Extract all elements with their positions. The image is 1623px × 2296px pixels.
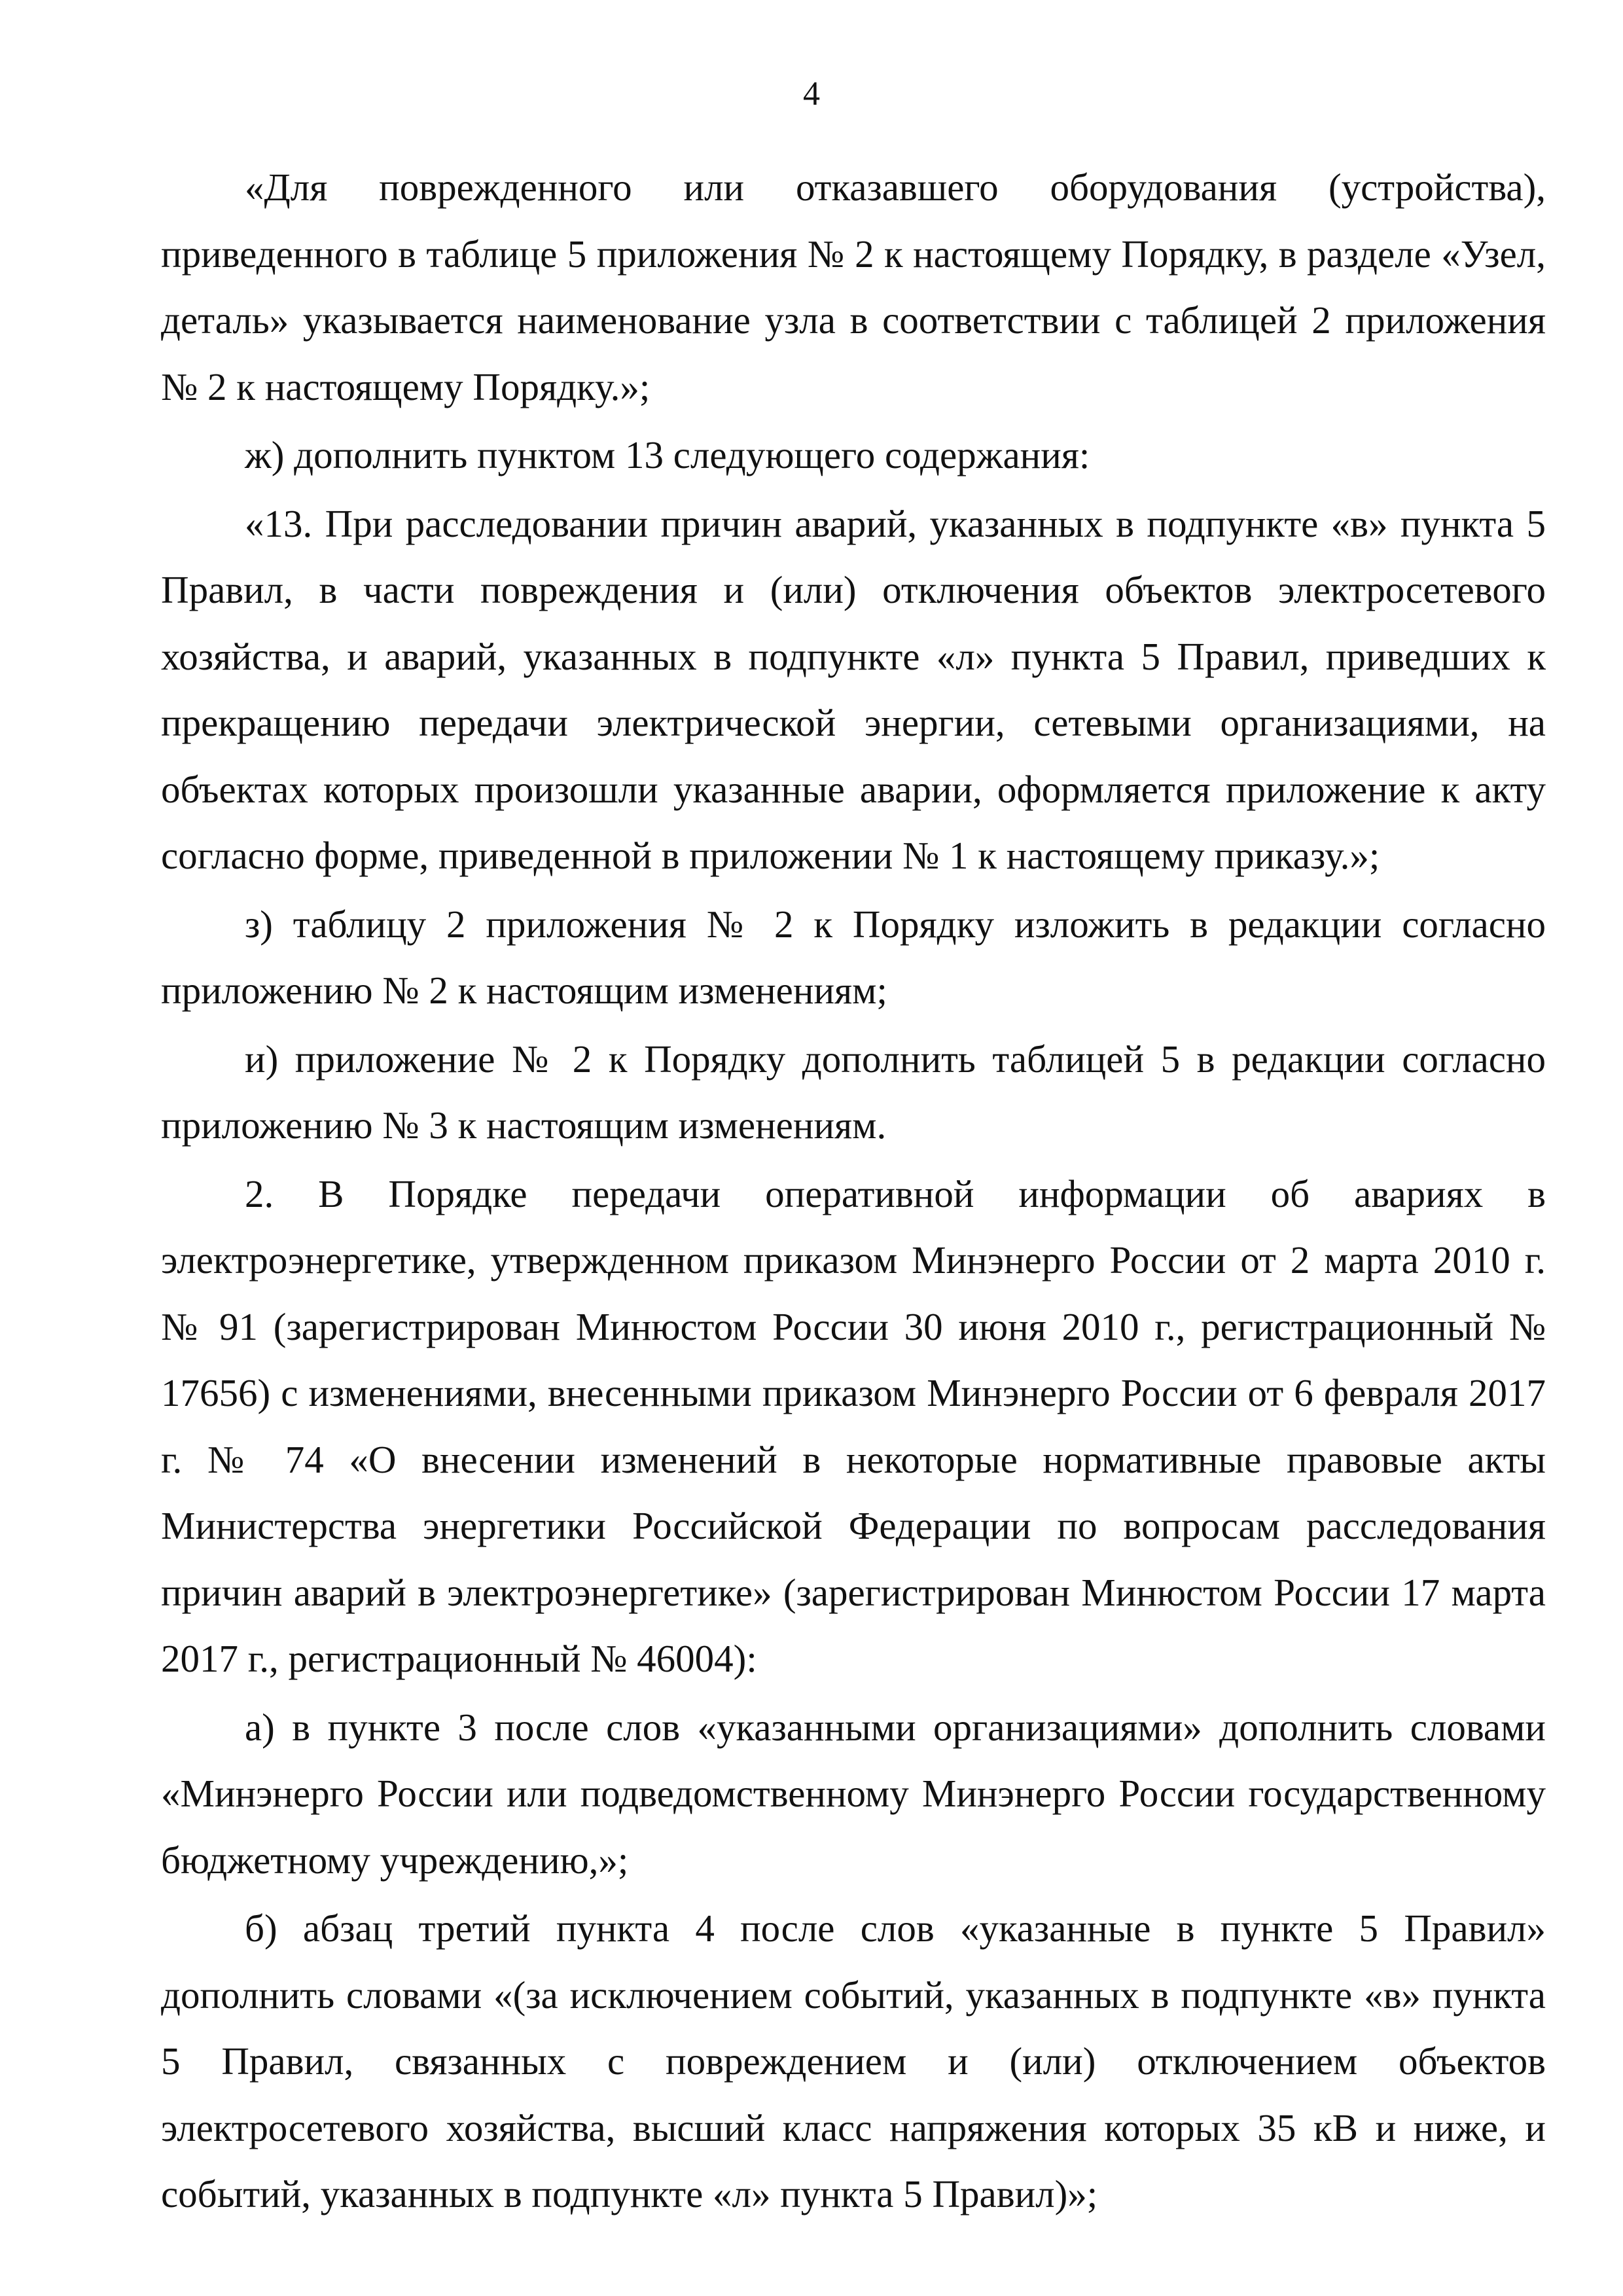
paragraph-section-2: 2. В Порядке передачи оперативной информации об авариях в электроэнергетике, утвержденном приказом Минэнерго России от 2 марта 2010 г. № 91 (зарегистрирован Минюстом России 30 июня 2010 г., регистрационный № 17656) с изменениями, внесенными приказом Минэнерго России от 6 февраля 2017 г. № 74 «О внесении изменений в некоторые нормативные правовые акты Министерства энергетики Российской Федерации по вопросам расследования причин аварий в электроэнергетике» (зарегистрирован Минюстом России 17 марта 2017 г., регистрационный № 46004): [161,1172,1546,1680]
document-body [161,154,1546,2228]
paragraph-item-b: б) абзац третий пункта 4 после слов «указанные в пункте 5 Правил» дополнить словами «(за исключением событий, указанных в подпункте «в» пункта 5 Правил, связанных с повреждением и (или) отключением объектов электросетевого хозяйства, высший класс напряжения которых 35 кВ и ниже, и событий, указанных в подпункте «л» пункта 5 Правил)»; [161,1907,1546,2215]
paragraph-item-a: а) в пункте 3 после слов «указанными организациями» дополнить словами «Минэнерго России или подведомственному Минэнерго России государственному бюджетному учреждению,»; [161,1705,1546,1882]
page-number: 4 [803,75,820,113]
paragraph-quoted-node-detail: «Для поврежденного или отказавшего оборудования (устройства), приведенного в таблице 5 приложения № 2 к настоящему Порядку, в разделе «Узел, деталь» указывается наименование узла в соответствии с таблицей 2 приложения № 2 к настоящему Порядку.»; [161,166,1546,408]
paragraph-item-zh: ж) дополнить пунктом 13 следующего содержания: [245,433,1090,476]
paragraph-item-z: з) таблицу 2 приложения № 2 к Порядку изложить в редакции согласно приложению № 2 к настоящим изменениям; [161,902,1546,1012]
paragraph-point-13: «13. При расследовании причин аварий, указанных в подпункте «в» пункта 5 Правил, в части повреждения и (или) отключения объектов электросетевого хозяйства, и аварий, указанных в подпункте «л» пункта 5 Правил, приведших к прекращению передачи электрической энергии, сетевыми организациями, на объектах которых произошли указанные аварии, оформляется приложение к акту согласно форме, приведенной в приложении № 1 к настоящему приказу.»; [161,501,1546,877]
paragraph-item-i: и) приложение № 2 к Порядку дополнить таблицей 5 в редакции согласно приложению № 3 к настоящим изменениям. [161,1037,1546,1147]
